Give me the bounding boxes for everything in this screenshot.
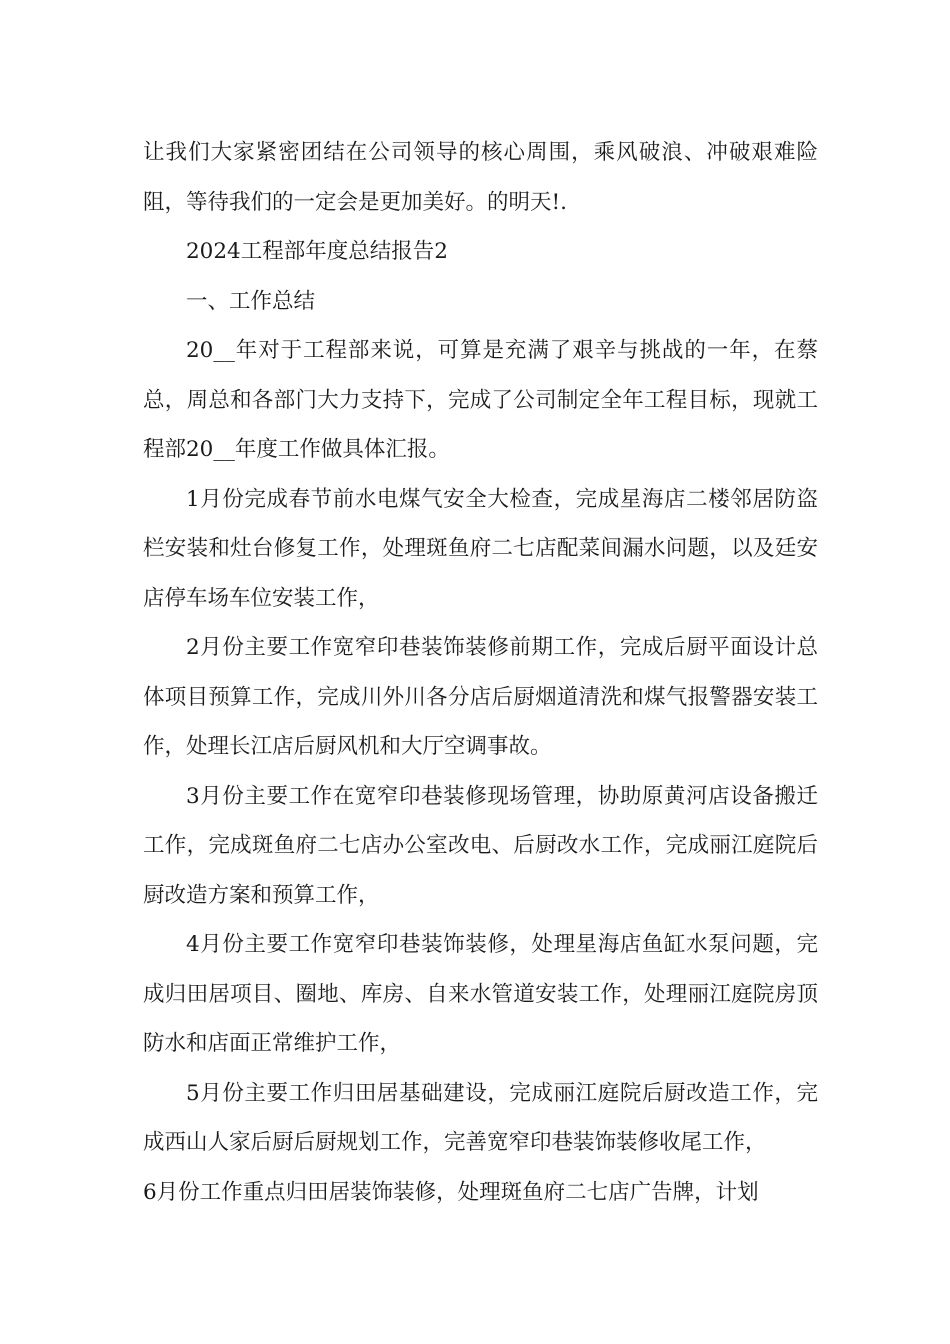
april-paragraph: 4月份主要工作宽窄印巷装饰装修，处理星海店鱼缸水泵问题，完成归田居项目、圈地、库房、自来水管道安装工作，处理丽江庭院房顶防水和店面正常维护工作， xyxy=(143,932,818,1056)
january-paragraph: 1月份完成春节前水电煤气安全大检查，完成星海店二楼邻居防盗栏安装和灶台修复工作，处理斑鱼府二七店配菜间漏水问题，以及廷安店停车场车位安装工作， xyxy=(143,486,818,611)
march-paragraph: 3月份主要工作在宽窄印巷装修现场管理，协助原黄河店设备搬迁工作，完成斑鱼府二七店办公室改电、后厨改水工作，完成丽江庭院后厨改造方案和预算工作， xyxy=(143,783,818,908)
closing-paragraph: 让我们大家紧密团结在公司领导的核心周围，乘风破浪、冲破艰难险阻，等待我们的一定会是更加美好。的明天!. xyxy=(143,140,818,215)
may-paragraph: 5月份主要工作归田居基础建设，完成丽江庭院后厨改造工作，完成西山人家后厨后厨规划工作，完善宽窄印巷装饰装修收尾工作， xyxy=(143,1080,818,1155)
february-paragraph: 2月份主要工作宽窄印巷装饰装修前期工作，完成后厨平面设计总体项目预算工作，完成川外川各分店后厨烟道清洗和煤气报警器安装工作，处理长江店后厨风机和大厅空调事故。 xyxy=(143,635,818,759)
section-heading: 一、工作总结 xyxy=(186,288,316,314)
intro-paragraph: 20__年对于工程部来说，可算是充满了艰辛与挑战的一年，在蔡总，周总和各部门大力支持下，完成了公司制定全年工程目标，现就工程部20__年度工作做具体汇报。 xyxy=(143,338,818,462)
june-paragraph: 6月份工作重点归田居装饰装修，处理斑鱼府二七店广告牌，计划 xyxy=(143,1179,759,1205)
document-body xyxy=(143,128,818,1217)
report-title: 2024工程部年度总结报告2 xyxy=(186,239,448,264)
